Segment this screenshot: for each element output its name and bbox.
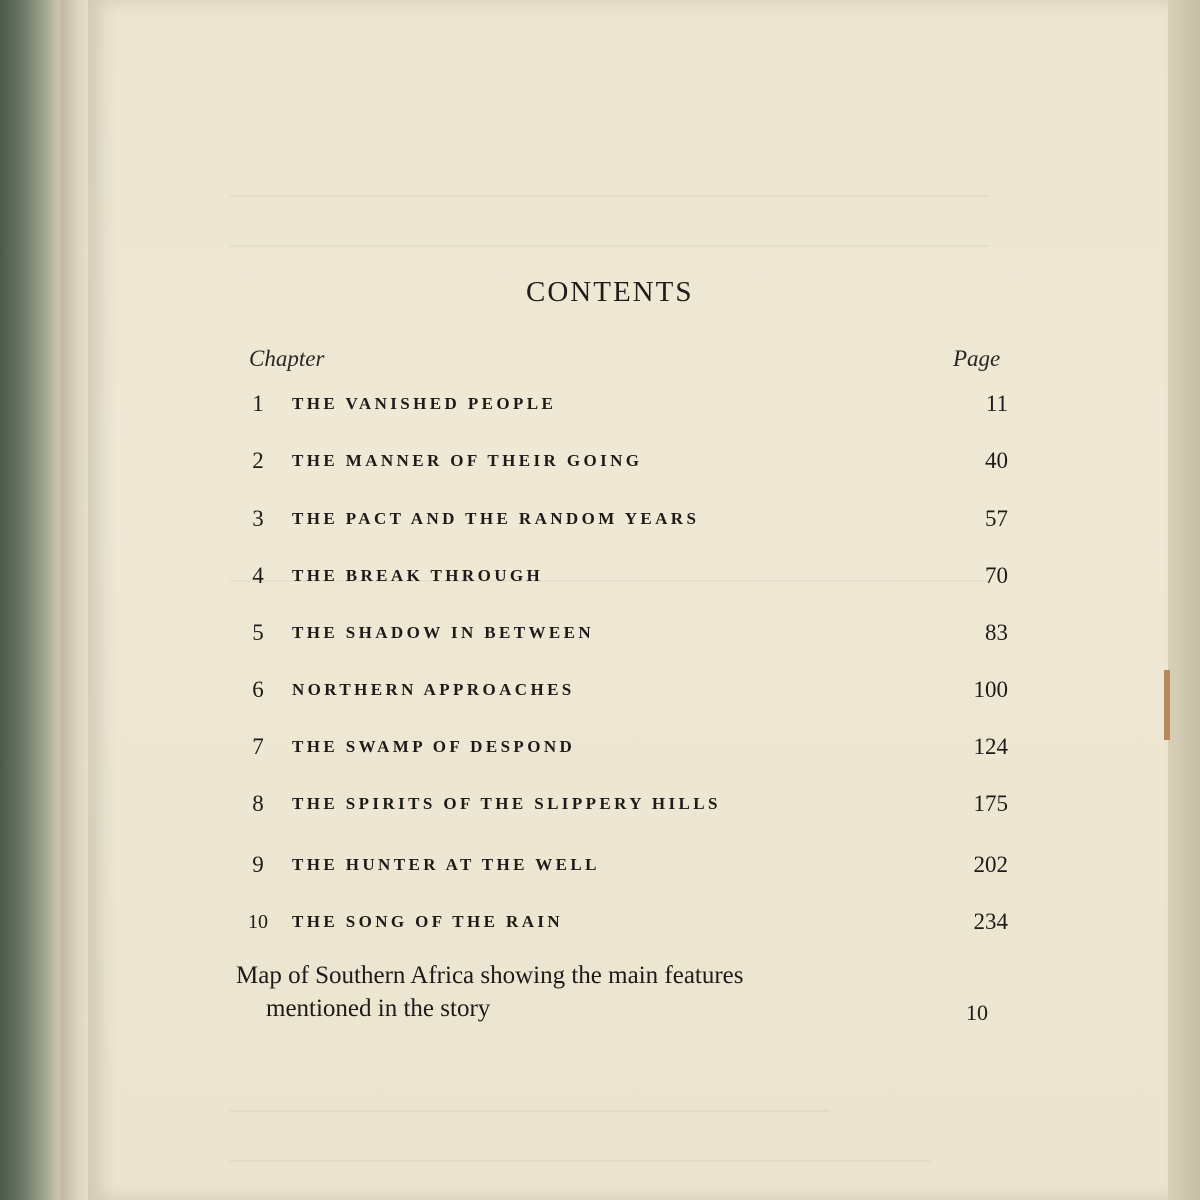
toc-entry bbox=[236, 620, 1008, 652]
chapter-number: 3 bbox=[252, 506, 264, 531]
chapter-page: 40 bbox=[985, 448, 1008, 473]
chapter-title: THE BREAK THROUGH bbox=[292, 566, 544, 585]
toc-entry bbox=[236, 852, 1008, 884]
chapter-title: THE VANISHED PEOPLE bbox=[292, 394, 557, 413]
toc-entry bbox=[236, 563, 1008, 595]
chapter-column-heading: Chapter bbox=[249, 346, 325, 371]
chapter-title: THE SWAMP OF DESPOND bbox=[292, 737, 576, 756]
book-spine bbox=[0, 0, 60, 1200]
chapter-page: 57 bbox=[985, 506, 1008, 531]
chapter-page: 100 bbox=[973, 677, 1008, 702]
chapter-number: 7 bbox=[252, 734, 264, 759]
chapter-page: 11 bbox=[985, 391, 1008, 416]
chapter-page: 202 bbox=[973, 852, 1008, 877]
chapter-title: THE HUNTER AT THE WELL bbox=[292, 855, 600, 874]
toc-entry bbox=[236, 448, 1008, 480]
chapter-number: 9 bbox=[252, 852, 264, 877]
chapter-page: 175 bbox=[973, 791, 1008, 816]
toc-entry bbox=[236, 391, 1008, 423]
chapter-number: 10 bbox=[248, 911, 268, 933]
toc-entry bbox=[236, 909, 1008, 941]
chapter-title: THE SHADOW IN BETWEEN bbox=[292, 623, 595, 642]
page-stack-edge bbox=[1168, 0, 1200, 1200]
chapter-number: 8 bbox=[252, 791, 264, 816]
page-column-heading: Page bbox=[953, 346, 1001, 371]
chapter-number: 1 bbox=[252, 391, 264, 416]
toc-entry bbox=[236, 791, 1008, 823]
page-tab-marker bbox=[1164, 670, 1170, 740]
chapter-page: 70 bbox=[985, 563, 1008, 588]
chapter-title: THE MANNER OF THEIR GOING bbox=[292, 451, 643, 470]
chapter-page: 234 bbox=[973, 909, 1008, 934]
chapter-number: 5 bbox=[252, 620, 264, 645]
chapter-title: THE PACT AND THE RANDOM YEARS bbox=[292, 509, 700, 528]
chapter-number: 2 bbox=[252, 448, 264, 473]
map-note-line-2: mentioned in the story bbox=[266, 995, 491, 1022]
map-note-line-1: Map of Southern Africa showing the main features bbox=[236, 962, 744, 989]
contents-title: CONTENTS bbox=[526, 276, 694, 308]
chapter-number: 6 bbox=[252, 677, 264, 702]
chapter-page: 83 bbox=[985, 620, 1008, 645]
chapter-title: THE SPIRITS OF THE SLIPPERY HILLS bbox=[292, 794, 721, 813]
chapter-title: THE SONG OF THE RAIN bbox=[292, 912, 564, 931]
chapter-page: 124 bbox=[973, 734, 1008, 759]
toc-entry bbox=[236, 677, 1008, 709]
chapter-title: NORTHERN APPROACHES bbox=[292, 680, 575, 699]
toc-entry bbox=[236, 734, 1008, 766]
toc-entry bbox=[236, 506, 1008, 538]
chapter-number: 4 bbox=[252, 563, 264, 588]
map-note-page: 10 bbox=[966, 1000, 988, 1025]
